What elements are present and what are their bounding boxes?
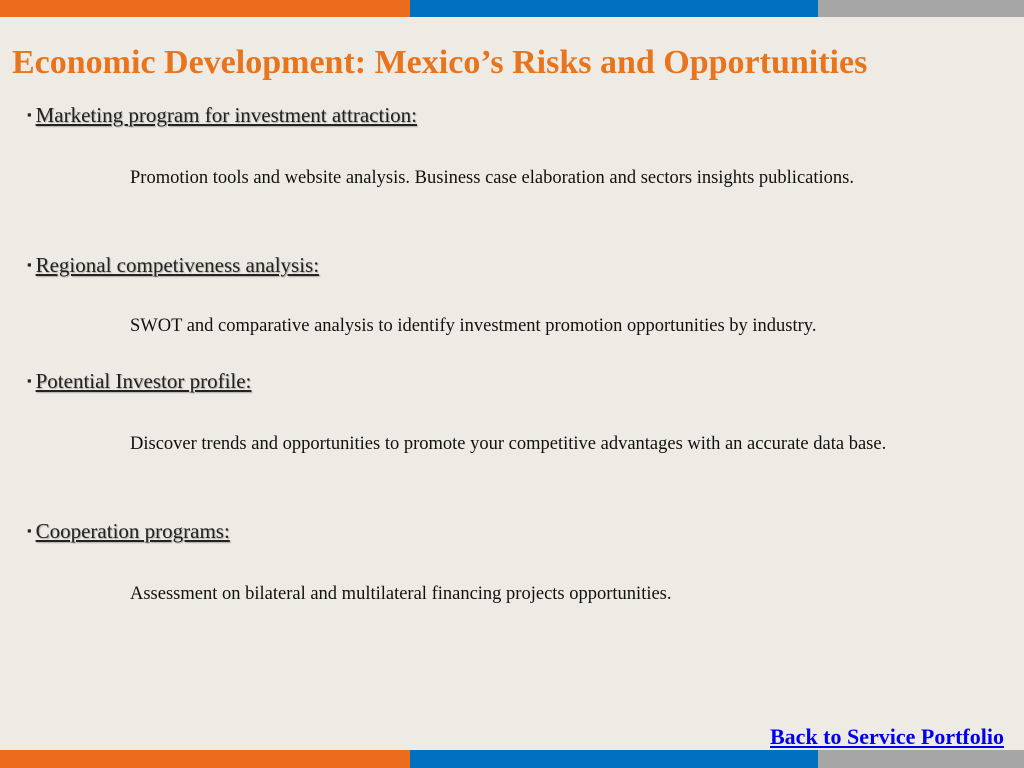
bullet-description: SWOT and comparative analysis to identify investment promotion opportunities by industry. (130, 316, 817, 336)
top-bar-blue-segment (410, 0, 818, 17)
top-bar-orange-segment (0, 0, 410, 17)
bottom-bar-blue-segment (410, 750, 818, 768)
bullet-description: Assessment on bilateral and multilateral financing projects opportunities. (130, 584, 672, 604)
back-to-service-portfolio-link[interactable]: Back to Service Portfolio (770, 724, 1004, 749)
square-bullet-icon: ▪ (27, 523, 32, 538)
bottom-bar-gray-segment (818, 750, 1024, 768)
slide-title: Economic Development: Mexico’s Risks and Opportunities (12, 44, 868, 81)
bullet-item-regional (27, 253, 319, 278)
square-bullet-icon: ▪ (27, 257, 32, 272)
bottom-color-bar (0, 750, 1024, 768)
bullet-item-investor (27, 369, 251, 394)
bullet-heading: Potential Investor profile: (35, 369, 252, 393)
bullet-heading: Marketing program for investment attraction: (35, 103, 417, 127)
square-bullet-icon: ▪ (27, 373, 32, 388)
bullet-heading: Cooperation programs: (35, 519, 230, 543)
top-bar-gray-segment (818, 0, 1024, 17)
bullet-item-cooperation (27, 519, 230, 544)
bullet-description: Discover trends and opportunities to promote your competitive advantages with an accurate data base. (130, 434, 887, 454)
bullet-heading: Regional competiveness analysis: (35, 253, 320, 277)
bullet-item-marketing (27, 103, 417, 128)
square-bullet-icon: ▪ (27, 107, 32, 122)
bullet-description: Promotion tools and website analysis. Business case elaboration and sectors insights publications. (130, 168, 854, 188)
top-color-bar (0, 0, 1024, 17)
bottom-bar-orange-segment (0, 750, 410, 768)
